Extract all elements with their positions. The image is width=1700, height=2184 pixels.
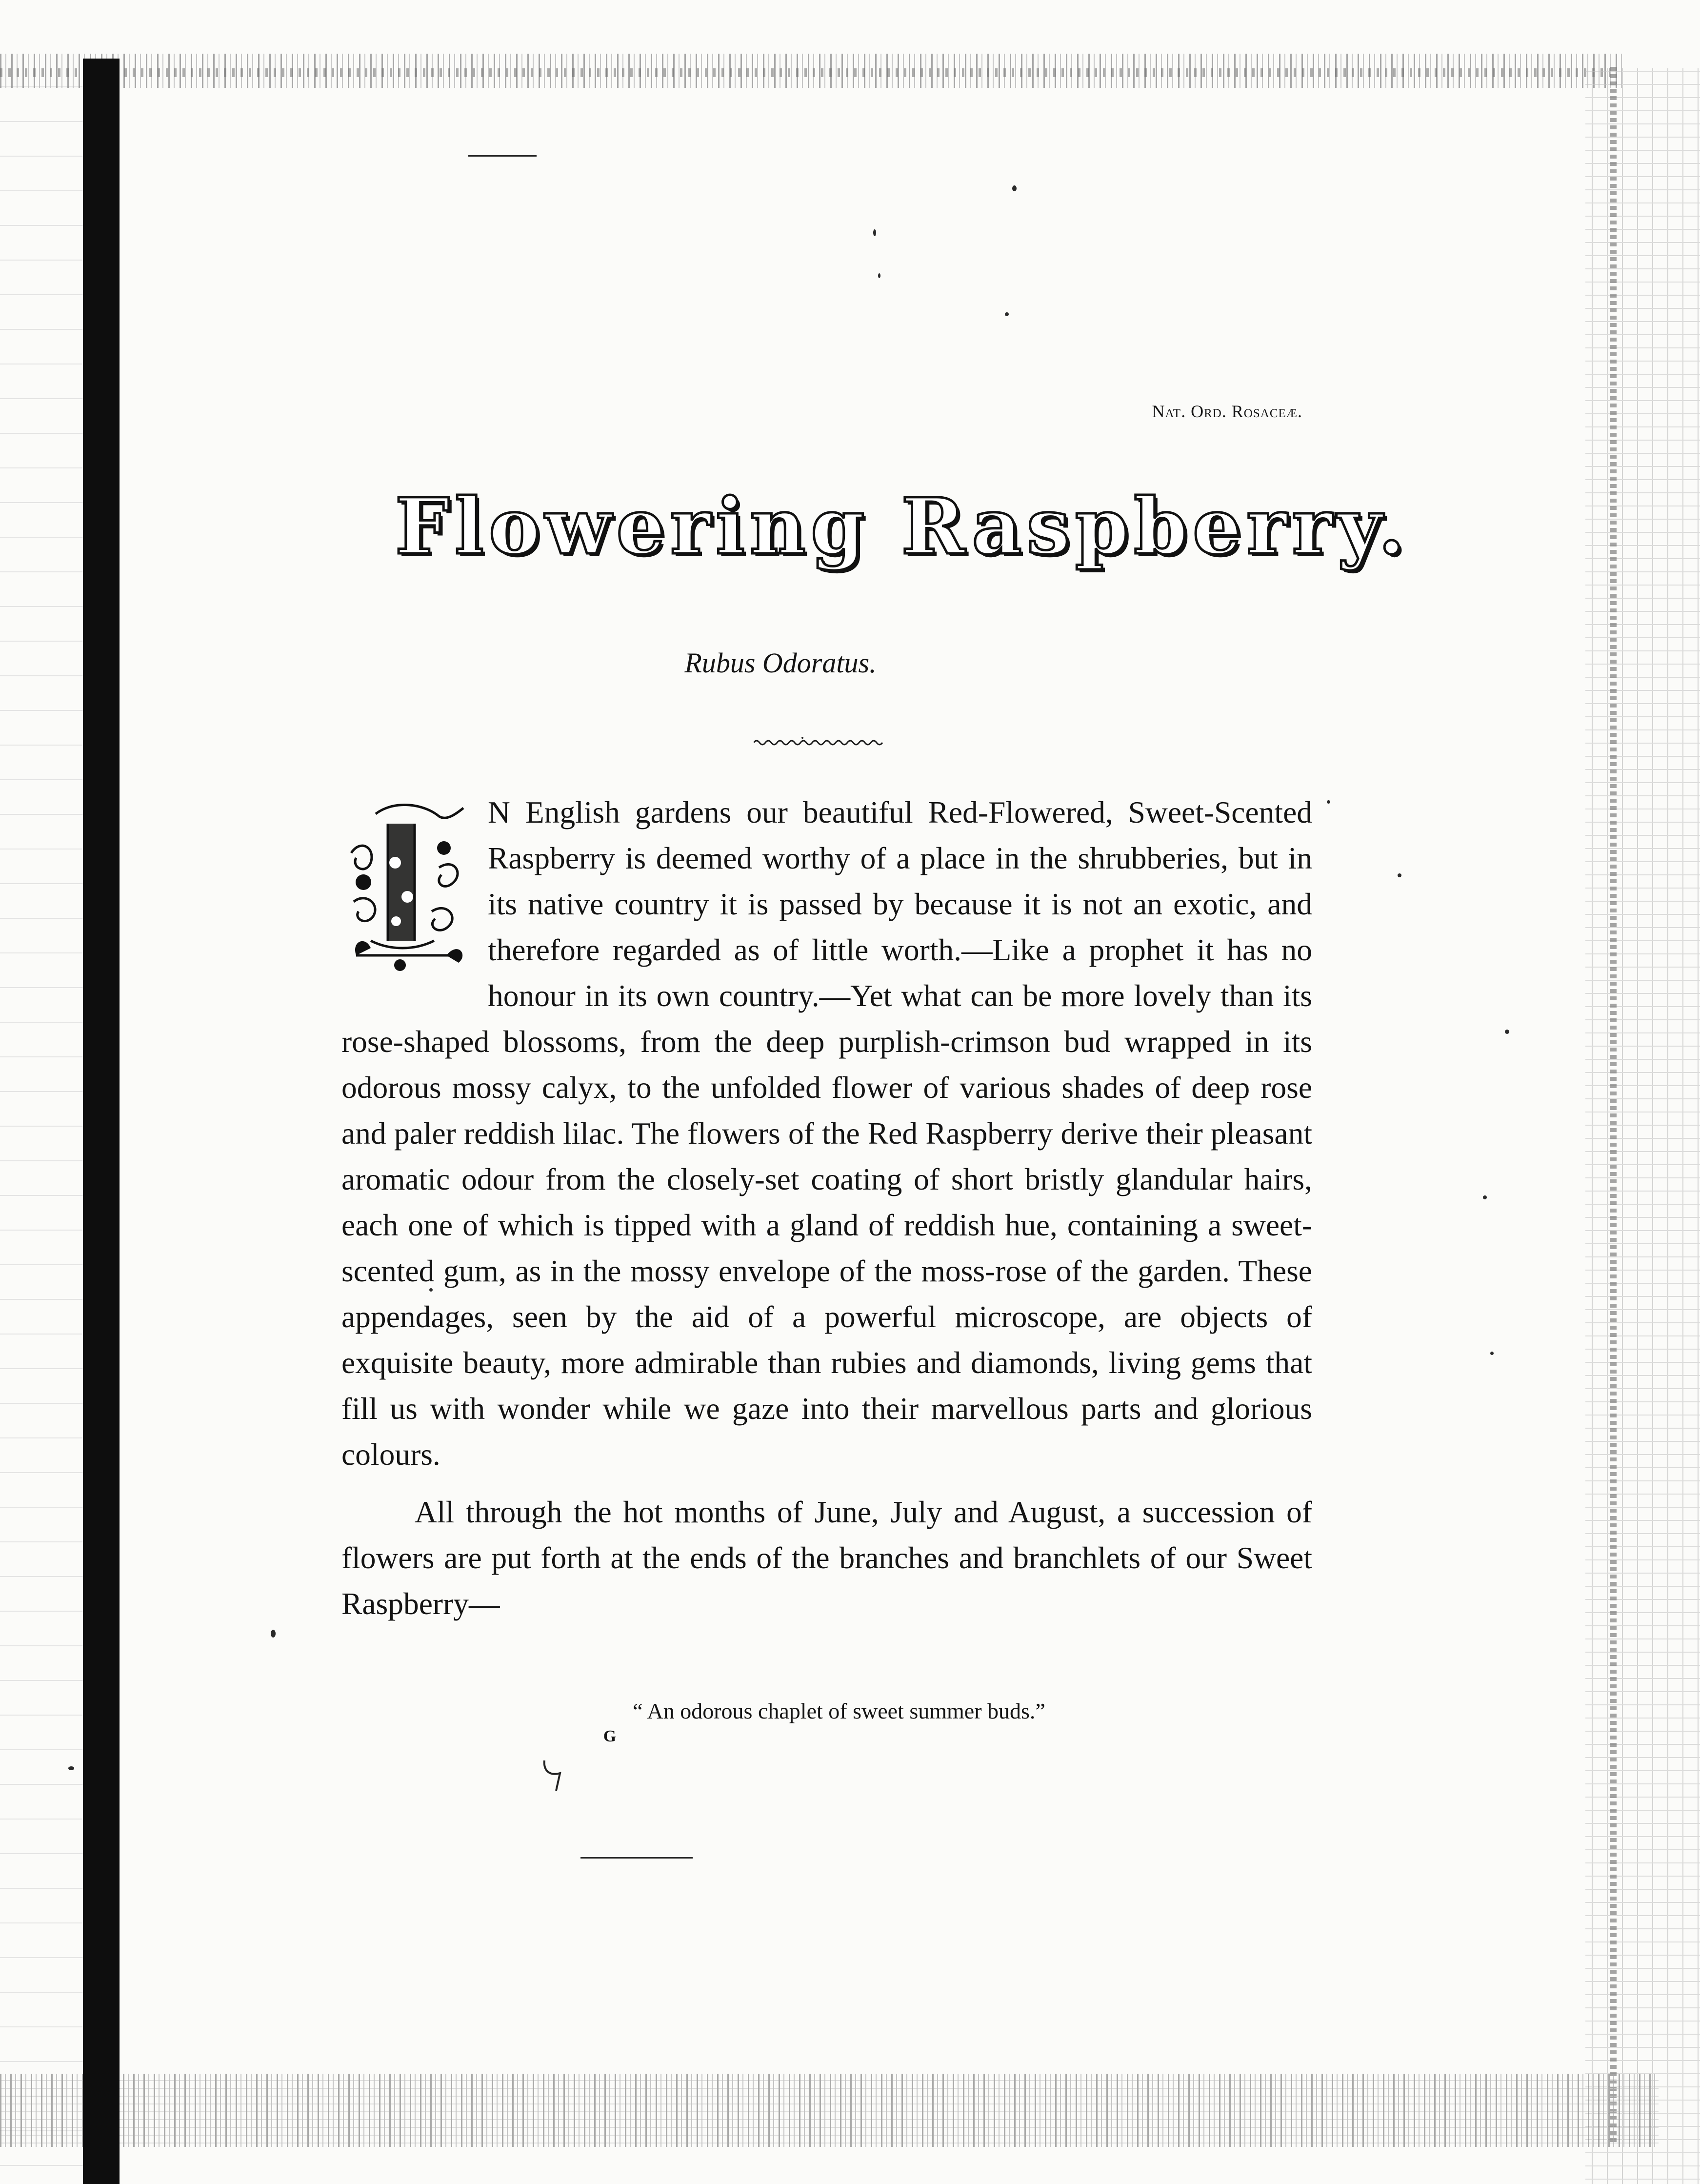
scan-speck [873, 229, 876, 236]
scan-speck [1505, 1030, 1509, 1034]
binding-strip [83, 59, 120, 2184]
scan-edge-right [1585, 68, 1700, 2184]
scan-speck [1012, 185, 1017, 191]
scan-speck [1490, 1352, 1494, 1355]
top-rule [468, 155, 537, 157]
paragraph-1: N English gardens our beautiful Red-Flowered, Sweet-Scented Raspberry is deemed worthy of a place in the shrubberies, but in its native country it is passed by because it is not an exotic, and therefore regarded as of little worth.—Like a prophet it has no honour in its own country.—Yet what can be more lovely than its rose-shaped blossoms, from the deep purplish-crimson bud wrapped in its odorous mossy calyx, to the unfolded flower of various shades of deep rose and paler reddish lilac. The flowers of the Red Raspberry derive their pleasant aromatic odour from the closely-set coating of short bristly glandular hairs, each one of which is tipped with a gland of reddish hue, containing a sweet-scented gum, as in the mossy envelope of the moss-rose of the garden. These appendages, seen by the aid of a powerful microscope, are objects of exquisite beauty, more admirable than rubies and diamonds, living gems that fill us with wonder while we gaze into their marvellous parts and glorious colours. [341, 795, 1312, 1472]
scan-speck [878, 273, 880, 278]
scan-edge-bottom [0, 2074, 1659, 2147]
pencil-mark [540, 1757, 570, 1796]
page-title: Flowering Raspberry. [395, 482, 1410, 572]
scan-speck [1398, 873, 1401, 877]
latin-name: Rubus Odoratus. [684, 647, 877, 679]
scan-edge-right-line [1610, 63, 1617, 2142]
scan-speck [1483, 1195, 1487, 1199]
scan-speck [1327, 800, 1330, 804]
quotation: “ An odorous chaplet of sweet summer buds.” [633, 1699, 1045, 1723]
scan-speck [68, 1766, 74, 1770]
signature-mark: G [603, 1727, 617, 1745]
bottom-rule [580, 1857, 693, 1859]
scan-speck [1005, 312, 1009, 316]
wavy-divider [754, 736, 885, 747]
body-text [341, 789, 1312, 1627]
paragraph-2: All through the hot months of June, July and August, a succession of flowers are put forth at the ends of the branches and branchlets of our Sweet Raspberry— [341, 1495, 1312, 1621]
scan-edge-left [0, 54, 83, 2184]
ornamental-drop-cap [341, 794, 473, 975]
scan-speck [271, 1630, 276, 1638]
natural-order-label: Nat. Ord. Rosaceæ. [1152, 402, 1302, 421]
scan-edge-top-speckle [0, 68, 1610, 77]
